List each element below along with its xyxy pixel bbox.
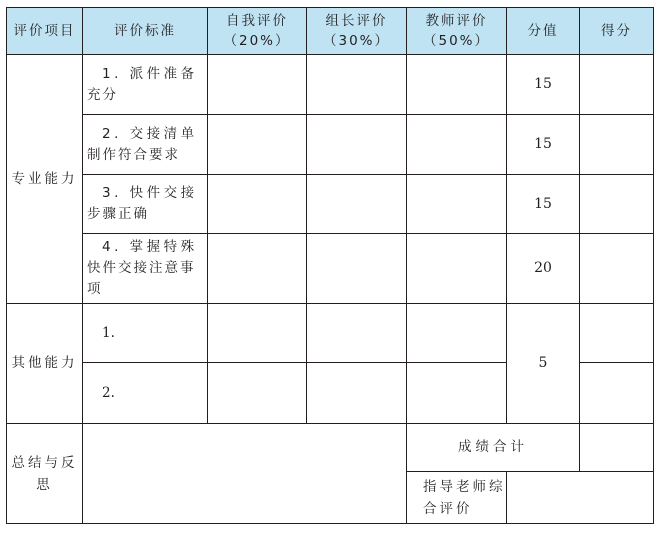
header-group-eval-title: 组长评价 [325, 13, 388, 29]
header-self-eval-title: 自我评价 [226, 13, 288, 29]
group-eval-cell[interactable] [307, 304, 407, 363]
self-eval-cell[interactable] [208, 234, 307, 304]
self-eval-cell[interactable] [208, 304, 307, 363]
header-standard: 评价标准 [83, 8, 208, 55]
header-teacher-eval-title: 教师评价 [425, 13, 488, 29]
teacher-eval-cell[interactable] [407, 175, 507, 234]
criterion-cell [83, 175, 208, 234]
group-eval-cell[interactable] [307, 234, 407, 304]
header-got: 得分 [580, 8, 654, 55]
criterion-cell [83, 55, 208, 115]
header-group-eval-weight: （30%） [322, 33, 390, 49]
group-eval-cell[interactable] [307, 363, 407, 424]
got-score-cell[interactable] [580, 234, 654, 304]
score-value: 20 [507, 234, 580, 304]
summary-label: 总结与反思 [7, 424, 83, 524]
summary-text-area[interactable] [83, 424, 407, 524]
total-score-cell[interactable] [580, 424, 654, 472]
teacher-comment-label: 指导老师综合评价 [407, 472, 507, 524]
self-eval-cell[interactable] [208, 55, 307, 115]
teacher-eval-cell[interactable] [407, 363, 507, 424]
category-other: 其他能力 [7, 304, 83, 424]
got-score-cell[interactable] [580, 363, 654, 424]
criterion-cell [83, 115, 208, 175]
score-value: 5 [507, 304, 580, 424]
group-eval-cell[interactable] [307, 175, 407, 234]
teacher-comment-cell[interactable] [507, 472, 654, 524]
table-row [7, 175, 654, 234]
criterion-cell [83, 234, 208, 304]
teacher-eval-cell[interactable] [407, 234, 507, 304]
other-item-label: 2. [83, 363, 208, 424]
evaluation-table [6, 7, 654, 524]
header-self-eval-weight: （20%） [223, 33, 291, 49]
self-eval-cell[interactable] [208, 115, 307, 175]
header-teacher-eval-weight: （50%） [422, 33, 490, 49]
group-eval-cell[interactable] [307, 55, 407, 115]
criterion-text: 2. 交接清单 [102, 125, 198, 142]
score-value: 15 [507, 55, 580, 115]
header-self-eval [208, 8, 307, 55]
got-score-cell[interactable] [580, 175, 654, 234]
self-eval-cell[interactable] [208, 363, 307, 424]
criterion-text: 4. 掌握特殊 [102, 239, 198, 255]
criterion-text-cont: 充分 [87, 86, 118, 103]
criterion-text-cont: 步骤正确 [87, 206, 149, 222]
got-score-cell[interactable] [580, 304, 654, 363]
header-item: 评价项目 [7, 8, 83, 55]
teacher-eval-cell[interactable] [407, 55, 507, 115]
got-score-cell[interactable] [580, 115, 654, 175]
group-eval-cell[interactable] [307, 115, 407, 175]
header-teacher-eval [407, 8, 507, 55]
header-row [7, 8, 654, 55]
teacher-eval-cell[interactable] [407, 304, 507, 363]
header-score: 分值 [507, 8, 580, 55]
total-score-label: 成绩合计 [407, 424, 580, 472]
table-row [7, 304, 654, 363]
table-row [7, 424, 654, 472]
criterion-text-cont: 制作符合要求 [87, 146, 180, 163]
teacher-eval-cell[interactable] [407, 115, 507, 175]
table-row [7, 55, 654, 115]
category-professional: 专业能力 [7, 55, 83, 304]
header-group-eval [307, 8, 407, 55]
table-row [7, 115, 654, 175]
other-item-label: 1. [83, 304, 208, 363]
score-value: 15 [507, 115, 580, 175]
score-value: 15 [507, 175, 580, 234]
table-row [7, 234, 654, 304]
got-score-cell[interactable] [580, 55, 654, 115]
criterion-text-cont: 快件交接注意事项 [87, 260, 196, 297]
criterion-text: 3. 快件交接 [102, 185, 198, 201]
self-eval-cell[interactable] [208, 175, 307, 234]
criterion-text: 1. 派件准备 [102, 65, 198, 82]
